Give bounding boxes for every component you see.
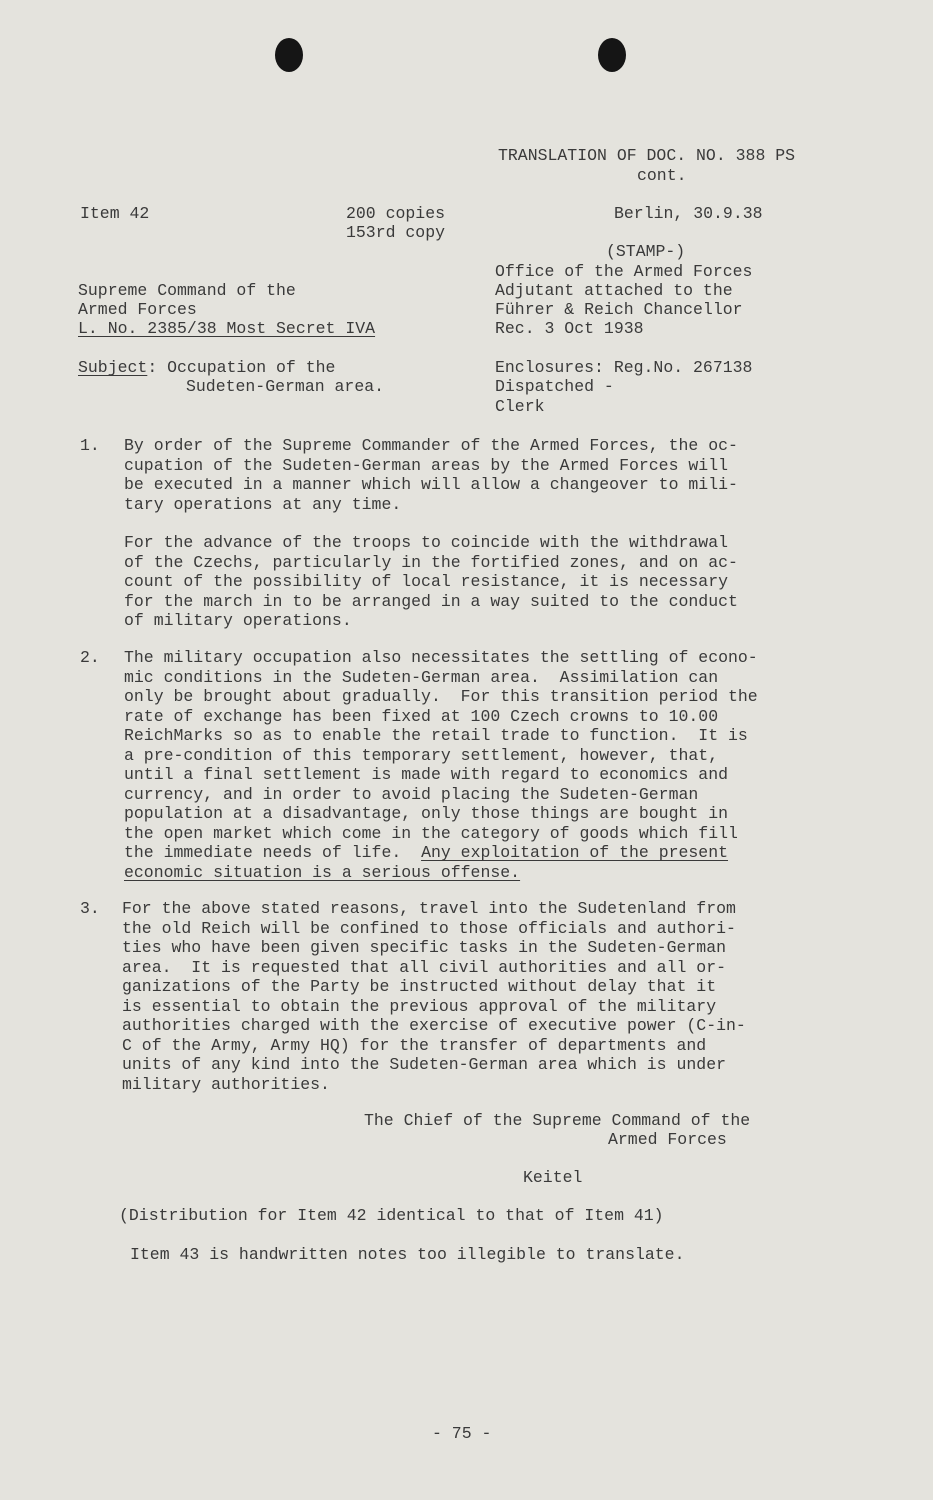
dispatched-line: Dispatched - bbox=[495, 377, 614, 396]
reference-number: L. No. 2385/38 Most Secret IVA bbox=[78, 319, 376, 338]
paragraph-3: For the above stated reasons, travel into the Sudetenland from the old Reich will be confined to those officials and authori- ties who have been given specific tasks in the Sudeten-German area. It is requested that all civil authorities and all or- ganizations of the Party be instructed without delay that it is essential to obtain the previous approval of the military authorities charged with the exercise of executive power (C-in- C of the Army, Army HQ) for the transfer of departments and units of any kind into the Sudeten-German area which is under military authorities. bbox=[122, 899, 746, 1094]
copies-count: 200 copies bbox=[346, 204, 446, 223]
translation-header: TRANSLATION OF DOC. NO. 388 PS bbox=[498, 146, 796, 165]
distribution-note: (Distribution for Item 42 identical to that of Item 41) bbox=[119, 1206, 664, 1225]
paragraph-2-emphasis-cont: economic situation is a serious offense. bbox=[124, 862, 521, 882]
page-number: - 75 - bbox=[432, 1424, 492, 1443]
clerk-line: Clerk bbox=[495, 397, 545, 416]
stamp-label: (STAMP-) bbox=[606, 242, 686, 261]
sender-line: Armed Forces bbox=[78, 300, 197, 319]
paragraph-number: 2. bbox=[80, 648, 100, 667]
punch-hole-right bbox=[598, 38, 626, 72]
paragraph-2 bbox=[124, 648, 758, 882]
stamp-line: Führer & Reich Chancellor bbox=[495, 300, 743, 319]
signature-title-cont: Armed Forces bbox=[608, 1130, 727, 1149]
signature-name: Keitel bbox=[523, 1168, 583, 1187]
punch-hole-left bbox=[275, 38, 303, 72]
stamp-line: Office of the Armed Forces bbox=[495, 262, 753, 281]
paragraph-2-emphasis: Any exploitation of the present bbox=[421, 843, 729, 862]
stamp-line: Rec. 3 Oct 1938 bbox=[495, 319, 644, 338]
paragraph-number: 3. bbox=[80, 899, 100, 918]
translation-cont: cont. bbox=[637, 166, 687, 185]
paragraph-1: By order of the Supreme Commander of the Armed Forces, the oc- cupation of the Sudeten-German areas by the Armed Forces will be executed in a manner which will allow a changeover to mili- tary operations at any time. bbox=[124, 436, 738, 514]
subject-line bbox=[78, 358, 335, 378]
sender-line: Supreme Command of the bbox=[78, 281, 296, 300]
copy-number: 153rd copy bbox=[346, 223, 446, 242]
subject-text: : Occupation of the bbox=[147, 358, 336, 377]
item-43-note: Item 43 is handwritten notes too illegible to translate. bbox=[130, 1245, 685, 1264]
signature-title: The Chief of the Supreme Command of the bbox=[364, 1111, 751, 1130]
stamp-line: Adjutant attached to the bbox=[495, 281, 733, 300]
paragraph-number: 1. bbox=[80, 436, 100, 455]
enclosures-line: Enclosures: Reg.No. 267138 bbox=[495, 358, 753, 377]
subject-text-cont: Sudeten-German area. bbox=[186, 377, 385, 396]
paragraph-2-text: The military occupation also necessitates the settling of econo- mic conditions in the Sudeten-German area. Assimilation can only be brought about gradually. For this transition period the rate of exchange has been fixed at 100 Czech crowns to 10.00 ReichMarks so as to enable the retail trade to function. It is a pre-condition of this temporary settlement, however, that, until a final settlement is made with regard to economics and currency, and in order to avoid placing the Sudeten-German population at a disadvantage, only those things are bought in the open market which come in the category of goods which fill the immediate needs of life. bbox=[124, 648, 758, 862]
place-date: Berlin, 30.9.38 bbox=[614, 204, 763, 223]
paragraph-1b: For the advance of the troops to coincide with the withdrawal of the Czechs, particularly in the fortified zones, and on ac- count of the possibility of local resistance, it is necessary for the march in to be arranged in a way suited to the conduct of military operations. bbox=[124, 533, 738, 630]
item-label: Item 42 bbox=[80, 204, 150, 223]
subject-label: Subject bbox=[78, 358, 148, 377]
